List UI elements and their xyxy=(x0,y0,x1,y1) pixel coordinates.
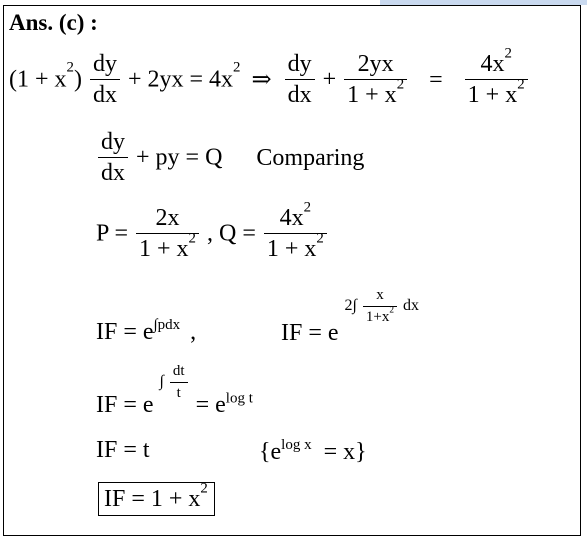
fraction-dy-dx-2 xyxy=(285,52,315,107)
comparing-label: Comparing xyxy=(256,144,365,171)
numerator: x xyxy=(363,288,397,307)
integral-coefficient: 2∫ xyxy=(344,297,357,315)
dx-label: dx xyxy=(403,297,420,315)
numerator: dy xyxy=(285,52,315,80)
equation-line-5 xyxy=(96,363,253,427)
equation-line-1 xyxy=(9,45,530,108)
fraction-x-over-1px2 xyxy=(363,288,397,325)
denominator: $1 + x^2$ xyxy=(139,230,196,262)
implies-symbol: ⇒ xyxy=(251,66,272,93)
exponent-log-x: log x xyxy=(281,437,312,453)
fraction-2yx xyxy=(344,52,407,107)
lhs-close: ) xyxy=(73,66,82,93)
numerator: 2x xyxy=(136,206,199,234)
equation-line-4b xyxy=(281,287,420,355)
lhs-exp: 2 xyxy=(66,59,74,76)
equals-x-brace: = x} xyxy=(323,438,367,465)
integral-sign: ∫ xyxy=(159,373,164,391)
numerator: $4x^2$ xyxy=(264,206,327,234)
equation-line-3 xyxy=(96,199,329,262)
numerator: $4x^2$ xyxy=(465,52,528,80)
denominator: $1 + x^2$ xyxy=(467,76,525,108)
q-equals: , Q = xyxy=(206,220,256,247)
lhs-open: (1 + x xyxy=(9,66,67,93)
exponent-integral xyxy=(345,288,420,325)
exponent-dt-over-t xyxy=(160,364,190,401)
fraction-4x2-b xyxy=(264,199,327,262)
denominator: $1 + x^2$ xyxy=(266,230,324,262)
numerator: dy xyxy=(90,52,120,80)
plus-sign: + xyxy=(322,66,337,93)
if-pdx: IF = e xyxy=(96,318,154,345)
equation-line-6 xyxy=(96,438,150,462)
plus-2yx-term: + 2yx = 4x xyxy=(127,66,234,93)
equals-sign: = xyxy=(429,66,443,93)
fraction-2x xyxy=(136,206,199,261)
exponent-log-t: log t xyxy=(225,390,253,407)
exponent-integral-pdx: ∫pdx xyxy=(153,317,181,333)
final-answer-box xyxy=(98,482,215,516)
fraction-dy-dx xyxy=(90,52,120,107)
fraction-4x2 xyxy=(465,45,528,108)
equation-line-7 xyxy=(98,480,215,512)
rhs-exp: 2 xyxy=(233,59,241,76)
denominator: dx xyxy=(101,160,125,186)
denominator: $1 + x^2$ xyxy=(347,76,405,108)
fraction-dy-dx-3 xyxy=(98,130,128,185)
denominator: t xyxy=(176,385,181,401)
equation-line-6b xyxy=(259,438,367,464)
final-answer: IF = 1 + x xyxy=(104,486,201,512)
numerator: 2yx xyxy=(344,52,407,80)
denominator: dx xyxy=(287,82,312,108)
numerator: dy xyxy=(98,130,128,158)
linear-form-rest: + py = Q xyxy=(136,144,223,171)
if-e-dt: IF = e xyxy=(96,392,154,419)
denominator: dx xyxy=(92,82,117,108)
p-equals: P = xyxy=(96,220,128,247)
numerator: dt xyxy=(170,364,188,383)
if-e-2int: IF = e xyxy=(281,320,339,347)
denominator: $1+x^2$ xyxy=(365,305,395,325)
final-exp: 2 xyxy=(200,480,208,497)
equation-line-2 xyxy=(96,130,364,185)
equals-e: = e xyxy=(195,392,226,419)
fraction-dt-t xyxy=(170,364,188,401)
brace-e: {e xyxy=(259,438,282,465)
answer-label: Ans. (c) : xyxy=(9,10,98,35)
equation-line-4 xyxy=(96,318,196,344)
if-equals-t: IF = t xyxy=(96,437,150,463)
comma: , xyxy=(190,318,197,345)
